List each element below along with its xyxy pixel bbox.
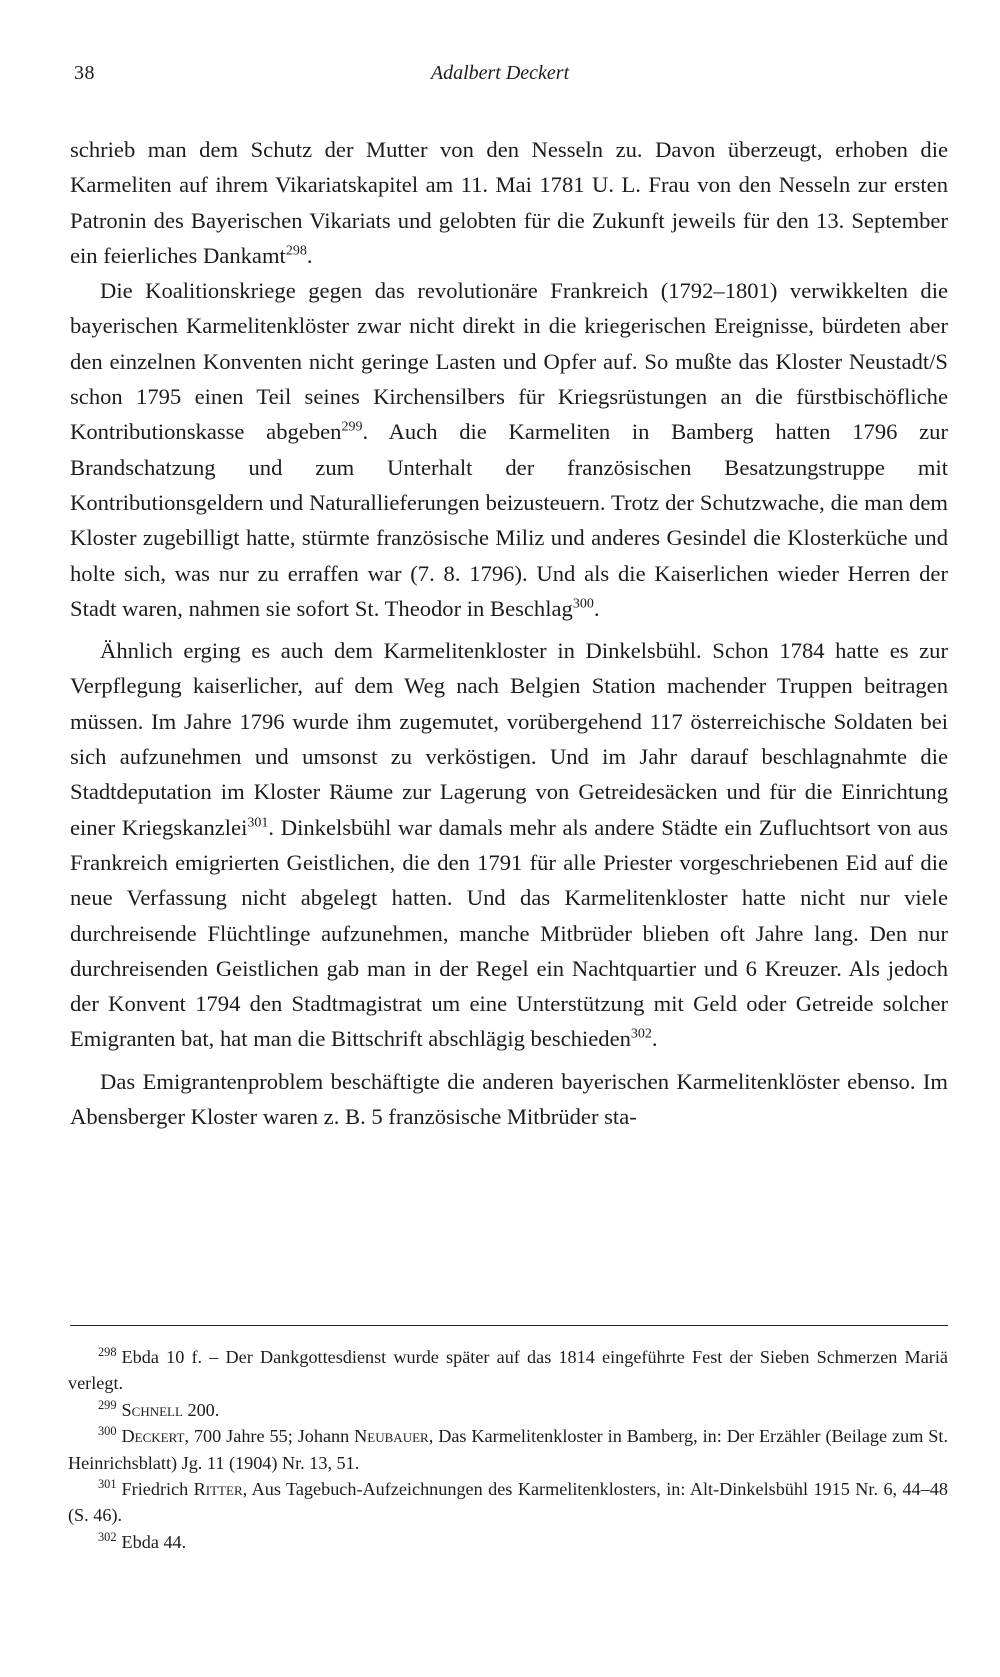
footnote-ref-300[interactable]: 300 — [572, 596, 594, 612]
footnote-298: $^{298}$ Ebda 10 f. – Der Dankgottesdienst wurde später auf das 1814 eingeführte Fest der Sieben Schmerzen Mariä verlegt. — [68, 1344, 948, 1394]
paragraph-2: Die Koalitionskriege gegen das revolutionäre Frankreich (1792–1801) verwikkelten die bayerischen Karmelitenklöster zwar nicht direkt in die kriegerischen Ereignisse, bürdeten aber den einzelnen Konventen nicht geringe Lasten und Opfer auf. So mußte das Kloster Neustadt/S schon 1795 einen Teil seines Kirchensilbers für Kriegsrüstungen an die fürstbischöfliche Kontributionskasse abgeben$^{299}$. Auch die Karmeliten in Bamberg hatten 1796 zur Brandschatzung und zum Unterhalt der französischen Besatzungstruppe mit Kontributionsgeldern und Naturallieferungen beizusteuern. Trotz der Schutzwache, die man dem Kloster zugebilligt hatte, stürmte französische Miliz und anderes Gesindel die Klosterküche und holte sich, was nur zu erraffen war (7. 8. 1796). Und als die Kaiserlichen wieder Herren der Stadt waren, nahmen sie sofort St. Theodor in Beschlag$^{300}$. — [70, 278, 948, 621]
footnote-302: $^{302}$ Ebda 44. — [98, 1529, 187, 1552]
footnote-divider — [70, 1325, 948, 1326]
running-title: Adalbert Deckert — [430, 62, 570, 84]
footnote-ref-298[interactable]: 298 — [285, 243, 307, 259]
footnote-301: $^{301}$ Friedrich Ritter, Aus Tagebuch-Aufzeichnungen des Karmelitenklosters, in: Alt-Dinkelsbühl 1915 Nr. 6, 44–48 (S. 46). — [68, 1476, 948, 1526]
paragraph-4: Das Emigrantenproblem beschäftigte die anderen bayerischen Karmelitenklöster ebenso. Im Abensberger Kloster waren z. B. 5 französische Mitbrüder sta- — [70, 1068, 948, 1130]
footnote-ref-299[interactable]: 299 — [341, 419, 363, 435]
footnote-299: $^{299}$ Schnell 200. — [98, 1397, 220, 1420]
page-number: 38 — [74, 62, 95, 84]
footnotes — [68, 1344, 948, 1555]
footnote-ref-302[interactable]: 302 — [630, 1026, 652, 1042]
body-text — [70, 132, 948, 1134]
paragraph-3: Ähnlich erging es auch dem Karmelitenkloster in Dinkelsbühl. Schon 1784 hatte es zur Verpflegung kaiserlicher, auf dem Weg nach Belgien Station machender Truppen beitragen müssen. Im Jahre 1796 wurde ihm zugemutet, vorübergehend 117 österreichische Soldaten bei sich aufzunehmen und umsonst zu verköstigen. Und im Jahr darauf beschlagnahmte die Stadtdeputation im Kloster Räume zur Lagerung von Getreidesäcken und für die Einrichtung einer Kriegskanzlei$^{301}$. Dinkelsbühl war damals mehr als andere Städte ein Zufluchtsort von aus Frankreich emigrierten Geistlichen, die den 1791 für alle Priester vorgeschriebenen Eid auf die neue Verfassung nicht abgelegt hatten. Und das Karmelitenkloster hatte nicht nur viele durchreisende Flüchtlinge aufzunehmen, manche Mitbrüder blieben oft Jahre lang. Den nur durchreisenden Geistlichen gab man in der Regel ein Nachtquartier und 6 Kreuzer. Als jedoch der Konvent 1794 den Stadtmagistrat um eine Unterstützung mit Geld oder Getreide solcher Emigranten bat, hat man die Bittschrift abschlägig beschieden$^{302}$. — [70, 638, 948, 1052]
footnote-ref-301[interactable]: 301 — [247, 815, 269, 831]
paragraph-1: schrieb man dem Schutz der Mutter von den Nesseln zu. Davon überzeugt, erhoben die Karmeliten auf ihrem Vikariatskapitel am 11. Mai 1781 U. L. Frau von den Nesseln zur ersten Patronin des Bayerischen Vikariats und gelobten für die Zukunft jeweils für den 13. September ein feierliches Dankamt$^{298}$. — [70, 137, 948, 268]
footnote-300: $^{300}$ Deckert, 700 Jahre 55; Johann Neubauer, Das Karmelitenkloster in Bamberg, in: Der Erzähler (Beilage zum St. Heinrichsblatt) Jg. 11 (1904) Nr. 13, 51. — [68, 1424, 949, 1473]
